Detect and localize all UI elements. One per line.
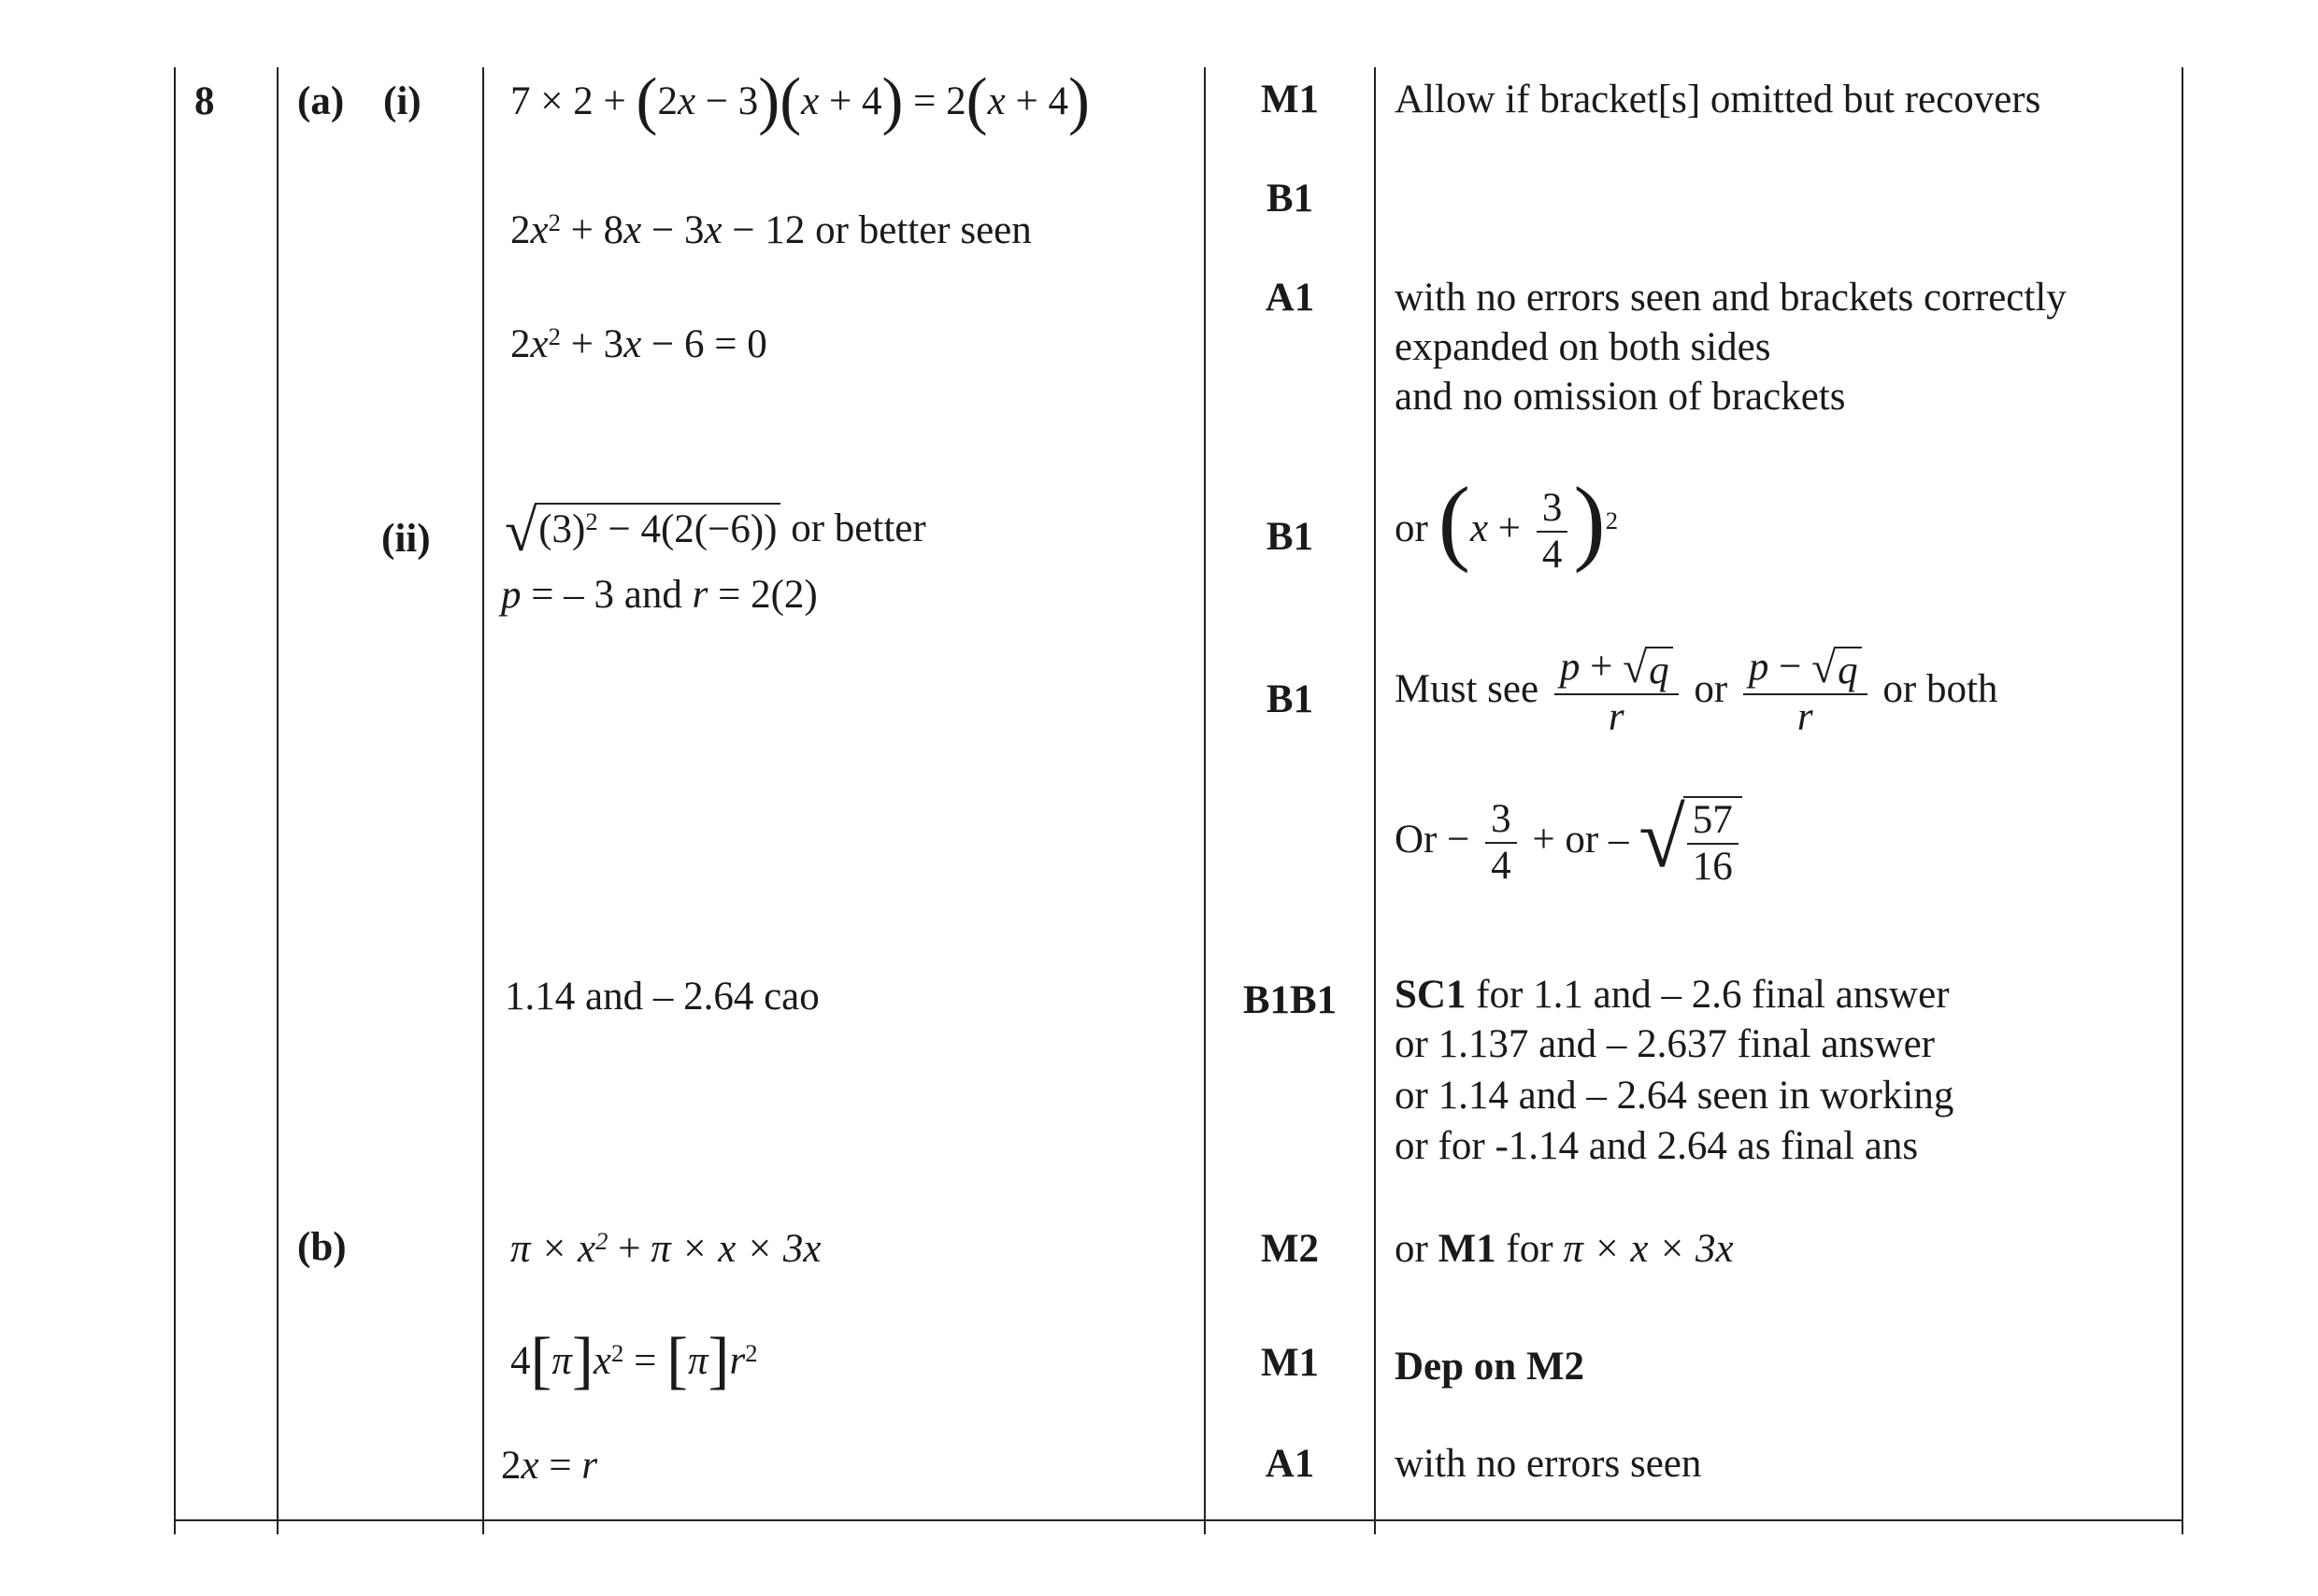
comment-row8: Dep on M2: [1395, 1345, 1585, 1389]
mark-m1-row8: M1: [1260, 1341, 1320, 1385]
part-a-label: (a): [297, 79, 345, 123]
answer-surface-area: $\pi \times x^2 + \pi \times x \times 3x$: [510, 1226, 822, 1271]
comment-row3-line3: and no omission of brackets: [1395, 375, 1846, 419]
mark-b1b1-row6: B1B1: [1242, 978, 1338, 1022]
answer-discriminant: √ $(3)^2 - 4(2(-6))$ or better: [505, 499, 926, 563]
comment-row5-alternative: Or − $\frac{3}{4}$ + or – √ $\frac{57}{16}$: [1395, 796, 1742, 890]
column-divider-part: [277, 67, 279, 1534]
answer-expansion: $2x^2 + 8x - 3x - 12$ or better seen: [510, 207, 1032, 252]
table-border-right: [2182, 67, 2183, 1534]
mark-m2-row7: M2: [1260, 1227, 1320, 1271]
table-border-left: [174, 67, 176, 1534]
comment-row4-completed-square: or (x + $\frac{3}{4}$ )$^2$: [1395, 467, 1619, 577]
comment-row3-line1: with no errors seen and brackets correctly: [1395, 276, 2067, 320]
comment-row6-line2: or 1.137 and – 2.637 final answer: [1395, 1022, 1935, 1066]
comment-row6-line1: SC1 for 1.1 and – 2.6 final answer: [1395, 973, 1950, 1017]
part-a-i-label: (i): [383, 79, 422, 123]
answer-result: 2x = r: [501, 1444, 598, 1488]
mark-a1-row3: A1: [1265, 276, 1315, 320]
table-bottom-border: [174, 1519, 2183, 1521]
part-b-label: (b): [297, 1225, 347, 1269]
answer-expansion-suffix: or better seen: [815, 208, 1032, 252]
answer-discriminant-suffix: or better: [791, 506, 926, 551]
part-a-ii-label: (ii): [381, 517, 431, 561]
column-divider-notes: [1374, 67, 1376, 1534]
answer-equate-areas: $4[\pi]x^2 = [\pi]r^2$: [510, 1324, 758, 1396]
question-number: 8: [194, 79, 215, 123]
answer-equation-1: 7 × 2 + (2x − 3)(x + 4) = 2(x + 4): [510, 64, 1090, 136]
mark-a1-row9: A1: [1265, 1442, 1315, 1486]
comment-row5-must-see: Must see p + √ q r or p − √ q r or both: [1395, 644, 1998, 740]
mark-m1-row1: M1: [1260, 78, 1320, 121]
mark-b1-row5: B1: [1266, 677, 1314, 721]
comment-row4-or: or: [1395, 506, 1428, 550]
mark-b1-row4: B1: [1266, 515, 1314, 559]
answer-final-roots: 1.14 and – 2.64 cao: [505, 975, 820, 1019]
comment-row6-line3: or 1.14 and – 2.64 seen in working: [1395, 1074, 1954, 1118]
mark-b1-row2: B1: [1266, 177, 1314, 221]
comment-row3-line2: expanded on both sides: [1395, 325, 1771, 369]
comment-row1: Allow if bracket[s] omitted but recovers: [1395, 78, 2041, 121]
answer-p-r-values: p = – 3 and r = 2(2): [501, 573, 818, 617]
answer-quadratic: $2x^2 + 3x - 6 = 0$: [510, 321, 767, 366]
special-case-sc1: SC1: [1395, 973, 1467, 1017]
comment-row7: or M1 for π × x × 3x: [1395, 1227, 1734, 1271]
column-divider-answer: [482, 67, 484, 1534]
comment-row6-line4: or for -1.14 and 2.64 as final ans: [1395, 1124, 1919, 1168]
comment-row9: with no errors seen: [1395, 1442, 1702, 1486]
